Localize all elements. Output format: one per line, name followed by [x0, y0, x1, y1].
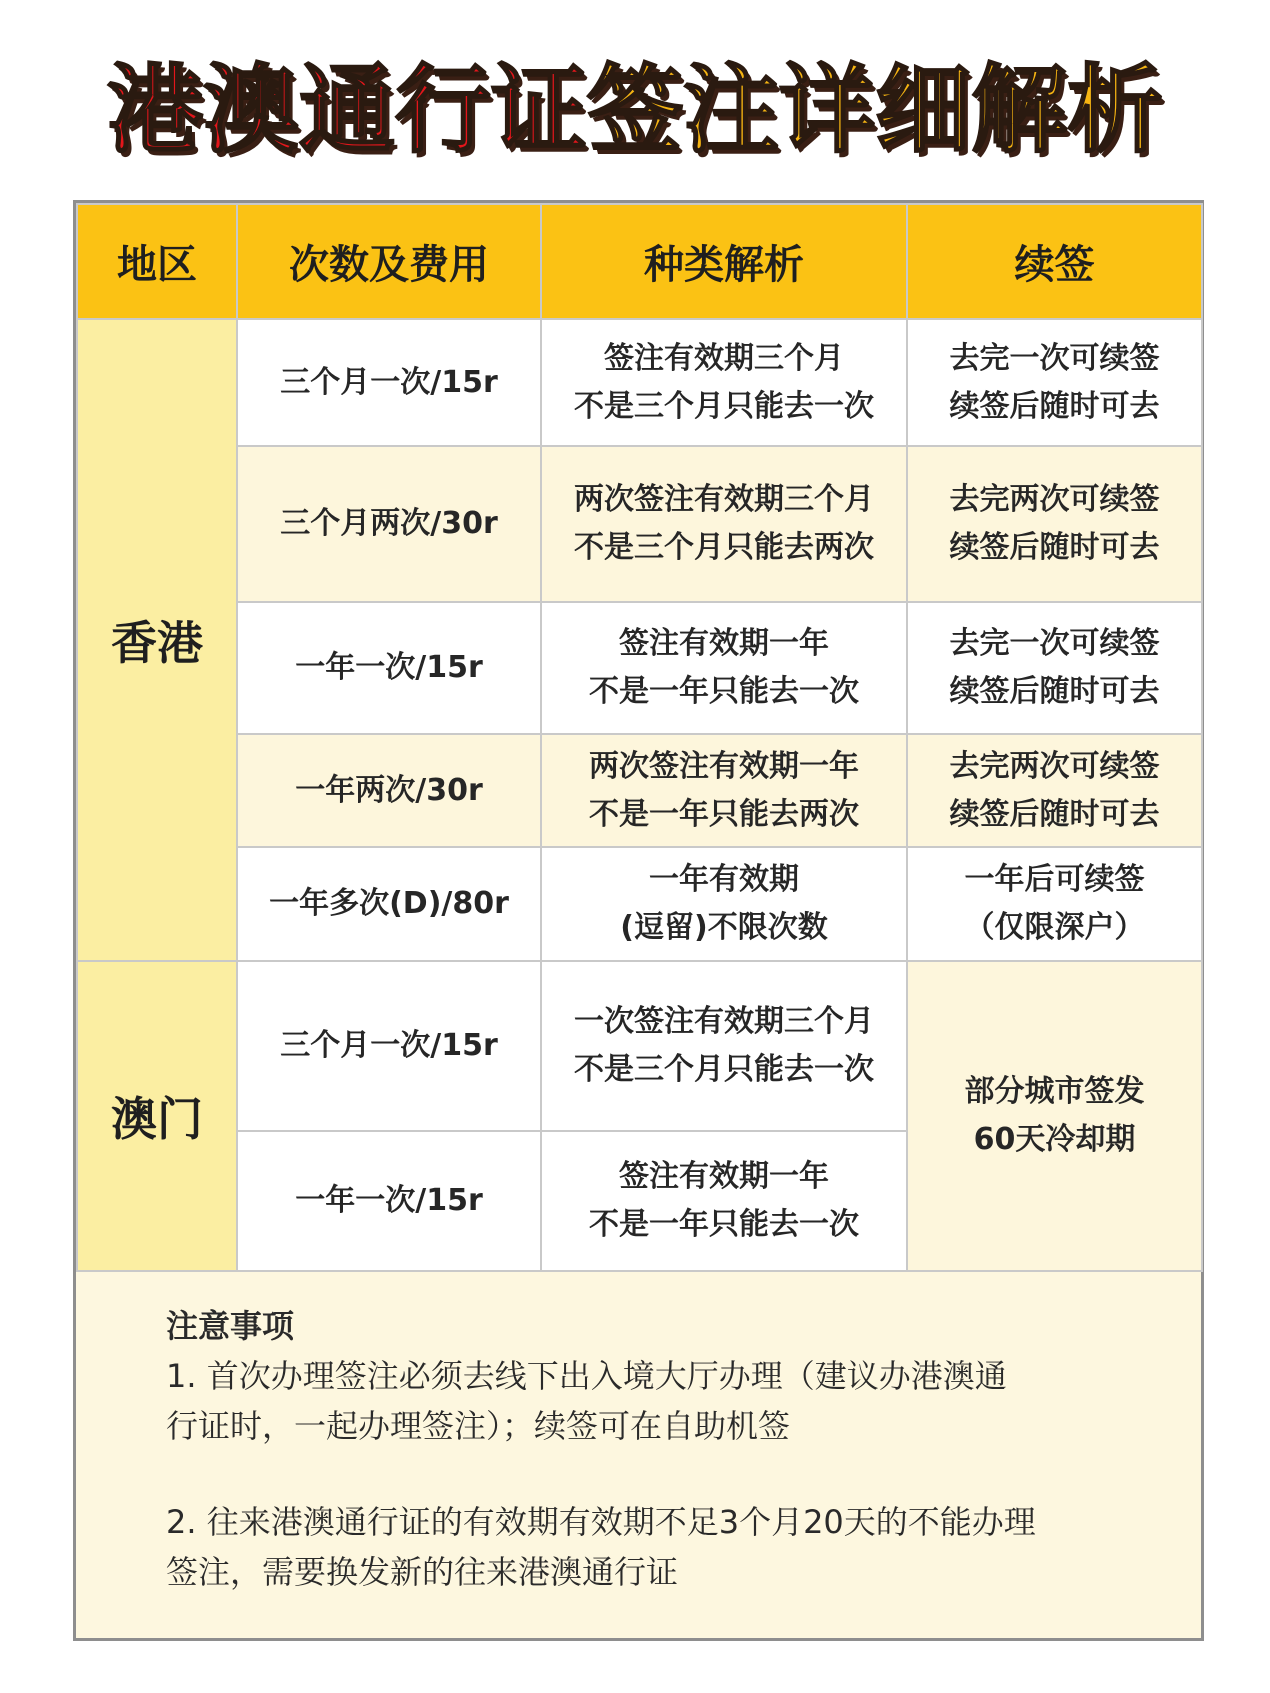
table-row: [77, 847, 1202, 961]
visa-table-frame: [73, 200, 1204, 1641]
type-line: 签注有效期一年: [619, 1159, 829, 1194]
notes-spacer: [166, 1451, 1146, 1497]
type-line: 两次签注有效期一年: [589, 748, 859, 784]
table-row: [77, 446, 1202, 602]
renew-line: 续签后随时可去: [949, 796, 1160, 832]
renew-line: 续签后随时可去: [949, 530, 1160, 565]
renew-line: 去完两次可续签: [949, 748, 1160, 784]
header-renew: 续签: [907, 204, 1202, 319]
type-line: 不是一年只能去一次: [589, 674, 859, 709]
renew-cell: [907, 319, 1202, 446]
renew-line: 去完一次可续签: [949, 340, 1160, 376]
type-line: 一次签注有效期三个月: [574, 1004, 874, 1039]
renew-cell: [907, 602, 1202, 734]
header-count-fee: 次数及费用: [237, 204, 541, 319]
visa-table: [76, 203, 1203, 1272]
type-line: (逗留)不限次数: [620, 910, 828, 945]
type-line: 不是三个月只能去一次: [574, 1052, 874, 1087]
note-line: 1. 首次办理签注必须去线下出入境大厅办理（建议办港澳通: [166, 1357, 1007, 1395]
table-row: [77, 319, 1202, 446]
table-header-row: [77, 204, 1202, 319]
notes-section: [166, 1301, 1146, 1597]
count-fee-cell: 一年两次/30r: [237, 734, 541, 847]
type-line: 一年有效期: [649, 862, 799, 897]
count-fee-cell: 一年一次/15r: [237, 1131, 541, 1271]
type-cell: [541, 1131, 907, 1271]
renew-cell-macau: [907, 961, 1202, 1271]
renew-line: 续签后随时可去: [949, 388, 1160, 424]
header-type: 种类解析: [541, 204, 907, 319]
renew-line: （仅限深户）: [964, 910, 1145, 945]
page-title: [0, 40, 1270, 180]
type-line: 不是一年只能去一次: [589, 1207, 859, 1242]
renew-line: 去完两次可续签: [949, 482, 1160, 517]
type-line: 两次签注有效期三个月: [574, 482, 874, 517]
type-line: 不是三个月只能去两次: [574, 530, 874, 565]
renew-line: 一年后可续签: [964, 862, 1145, 897]
title-yellow-part: 签注详细解析: [587, 54, 1163, 166]
table-row: [77, 602, 1202, 734]
count-fee-cell: 一年多次(D)/80r: [237, 847, 541, 961]
table-row: [77, 961, 1202, 1131]
type-cell: [541, 602, 907, 734]
type-line: 签注有效期一年: [619, 626, 829, 661]
count-fee-cell: 三个月一次/15r: [237, 319, 541, 446]
renew-line: 部分城市签发: [964, 1074, 1145, 1109]
type-cell: [541, 961, 907, 1131]
count-fee-cell: 一年一次/15r: [237, 602, 541, 734]
renew-line: 去完一次可续签: [949, 626, 1160, 661]
title-red-part: 港澳通行证: [107, 54, 587, 166]
renew-line: 60天冷却期: [973, 1122, 1136, 1157]
count-fee-cell: 三个月一次/15r: [237, 961, 541, 1131]
renew-line: 续签后随时可去: [949, 674, 1160, 709]
region-hongkong: 香港: [77, 319, 237, 961]
type-cell: [541, 319, 907, 446]
note-line: 签注，需要换发新的往来港澳通行证: [166, 1553, 679, 1591]
count-fee-cell: 三个月两次/30r: [237, 446, 541, 602]
type-line: 不是三个月只能去一次: [574, 388, 874, 424]
type-line: 签注有效期三个月: [604, 340, 844, 376]
type-cell: [541, 847, 907, 961]
type-cell: [541, 734, 907, 847]
notes-heading: 注意事项: [166, 1307, 295, 1345]
table-row: [77, 734, 1202, 847]
type-line: 不是一年只能去两次: [589, 796, 859, 832]
header-region: 地区: [77, 204, 237, 319]
renew-cell: [907, 734, 1202, 847]
renew-cell: [907, 847, 1202, 961]
region-macau: 澳门: [77, 961, 237, 1271]
note-line: 2. 往来港澳通行证的有效期有效期不足3个月20天的不能办理: [166, 1503, 1036, 1541]
renew-cell: [907, 446, 1202, 602]
note-line: 行证时，一起办理签注）；续签可在自助机签: [166, 1407, 791, 1445]
type-cell: [541, 446, 907, 602]
